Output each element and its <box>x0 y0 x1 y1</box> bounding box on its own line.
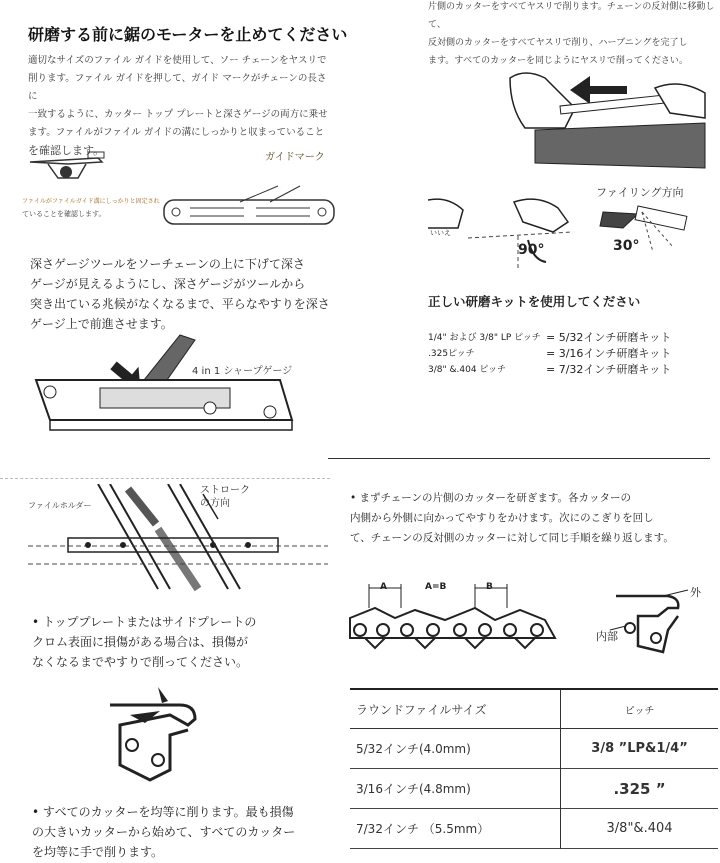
sharp-gauge-label: 4 in 1 シャープゲージ <box>192 366 293 377</box>
depth-gauge-paragraph <box>30 254 350 334</box>
file-holder-label: ファイルホルダー <box>28 501 92 510</box>
text-line: ていることを確認します。 <box>22 210 106 218</box>
text-line: • トッププレートまたはサイドプレートの <box>32 615 257 629</box>
page-title: 研磨する前に鋸のモーターを止めてください <box>28 25 348 44</box>
a-label: A <box>380 582 387 592</box>
table-row <box>350 729 718 769</box>
kit-list <box>428 330 718 378</box>
text-line: 深さゲージツールをソーチェーンの上に下げて深さ <box>30 257 305 271</box>
cutter-side-diagram <box>608 586 693 656</box>
table-row <box>350 769 718 809</box>
sharpen-order-paragraph <box>350 488 718 548</box>
table-header: ピッチ <box>561 689 718 729</box>
text-line: の大きいカッターから始めて、すべてのカッター <box>32 825 296 839</box>
text-line: 削ります。ファイル ガイドを押して、ガイド マークがチェーンの長さに <box>28 73 327 102</box>
text-line: 片側のカッターをすべてヤスリで削ります。チェーンの反対側に移動して、 <box>428 2 715 30</box>
right-intro-paragraph <box>428 0 720 70</box>
file-holder-illustration <box>28 484 328 594</box>
text-line: の方向 <box>200 498 230 509</box>
table-header-row <box>350 689 718 729</box>
filing-hand-illustration <box>505 68 710 183</box>
file-guide-illustration <box>28 148 108 188</box>
kit-title: 正しい研磨キットを使用してください <box>428 294 641 309</box>
text-line: • すべてのカッターを均等に削ります。最も損傷 <box>32 805 294 819</box>
even-filing-paragraph <box>32 802 332 862</box>
text-line: 適切なサイズのファイル ガイドを使用して、ソー チェーンをヤスリで <box>28 55 327 66</box>
b-label: B <box>486 582 493 592</box>
text-line: ストローク <box>200 485 250 496</box>
kit-pitch: 3/8" &.404 ピッチ <box>428 365 507 375</box>
text-line: ファイルがファイルガイド溝にしっかりと固定され <box>22 198 160 205</box>
sharp-gauge-illustration <box>30 330 300 440</box>
kit-pitch: 1/4" および 3/8" LP ピッチ <box>428 333 541 343</box>
file-note <box>22 195 160 221</box>
inner-label: 内部 <box>596 630 618 643</box>
intro-paragraph <box>28 52 328 160</box>
text-line: を均等に手で削ります。 <box>32 845 164 859</box>
kit-size: = 3/16インチ研磨キット <box>546 347 672 360</box>
angle-90-label: 90° <box>518 242 545 258</box>
guide-mark-label: ガイドマーク <box>265 152 325 163</box>
kit-row <box>428 330 718 346</box>
text-line: ゲージが見えるようにし、深さゲージがツールから <box>30 277 306 291</box>
text-line: • まずチェーンの片側のカッターを研ぎます。各カッターの <box>350 492 631 504</box>
text-line: 内側から外側に向かってやすりをかけます。次にのこぎりを回し <box>350 512 654 524</box>
outer-label: 外 <box>690 586 701 599</box>
text-line: ます。ファイルがファイル ガイドの溝にしっかりと収まっていること <box>28 127 325 138</box>
filing-direction-label: ファイリング方向 <box>596 186 684 199</box>
kit-row <box>428 362 718 378</box>
text-line: 一致するように、カッター トップ プレートと深さゲージの両方に乗せ <box>28 109 328 120</box>
no-label: いいえ <box>430 229 451 237</box>
table-cell: 3/8 ”LP&1/4” <box>561 729 718 769</box>
chain-diagram <box>345 578 560 653</box>
table-cell: 5/32インチ(4.0mm) <box>356 742 471 756</box>
table-header: ラウンドファイルサイズ <box>356 702 487 717</box>
angle-illustration <box>428 192 718 272</box>
text-line: ます。すべてのカッターを同じようにヤスリで削ってください。 <box>428 56 688 66</box>
table-row <box>350 809 718 849</box>
text-line: ゲージ上で前進させます。 <box>30 317 173 331</box>
text-line: て、チェーンの反対側のカッターに対して同じ手順を繰り返します。 <box>350 532 674 544</box>
text-line: 反対側のカッターをすべてヤスリで削り、ハーブニングを完了し <box>428 38 688 48</box>
table-cell: 3/8"&.404 <box>561 809 718 849</box>
kit-size: = 7/32インチ研磨キット <box>546 363 672 376</box>
divider <box>0 478 330 479</box>
ab-label: A=B <box>425 582 447 592</box>
table-cell: .325 ” <box>561 769 718 809</box>
text-line: なくなるまでやすりで削ってください。 <box>32 655 249 669</box>
text-line: クロム表面に損傷がある場合は、損傷が <box>32 635 249 649</box>
text-line: を確認します。 <box>28 144 105 157</box>
divider <box>328 458 710 459</box>
file-size-table <box>350 688 718 849</box>
file-guide-bar <box>160 180 340 230</box>
text-line: 突き出ている兆候がなくなるまで、平らなやすりを深さ <box>30 297 330 311</box>
kit-size: = 5/32インチ研磨キット <box>546 331 672 344</box>
cutter-illustration <box>100 685 210 790</box>
kit-row <box>428 346 718 362</box>
table-cell: 3/16インチ(4.8mm) <box>356 782 471 796</box>
kit-pitch: .325ピッチ <box>428 349 475 359</box>
table-cell: 7/32インチ （5.5mm） <box>356 822 490 836</box>
angle-30-label: 30° <box>613 238 640 254</box>
chrome-damage-paragraph <box>32 612 332 672</box>
